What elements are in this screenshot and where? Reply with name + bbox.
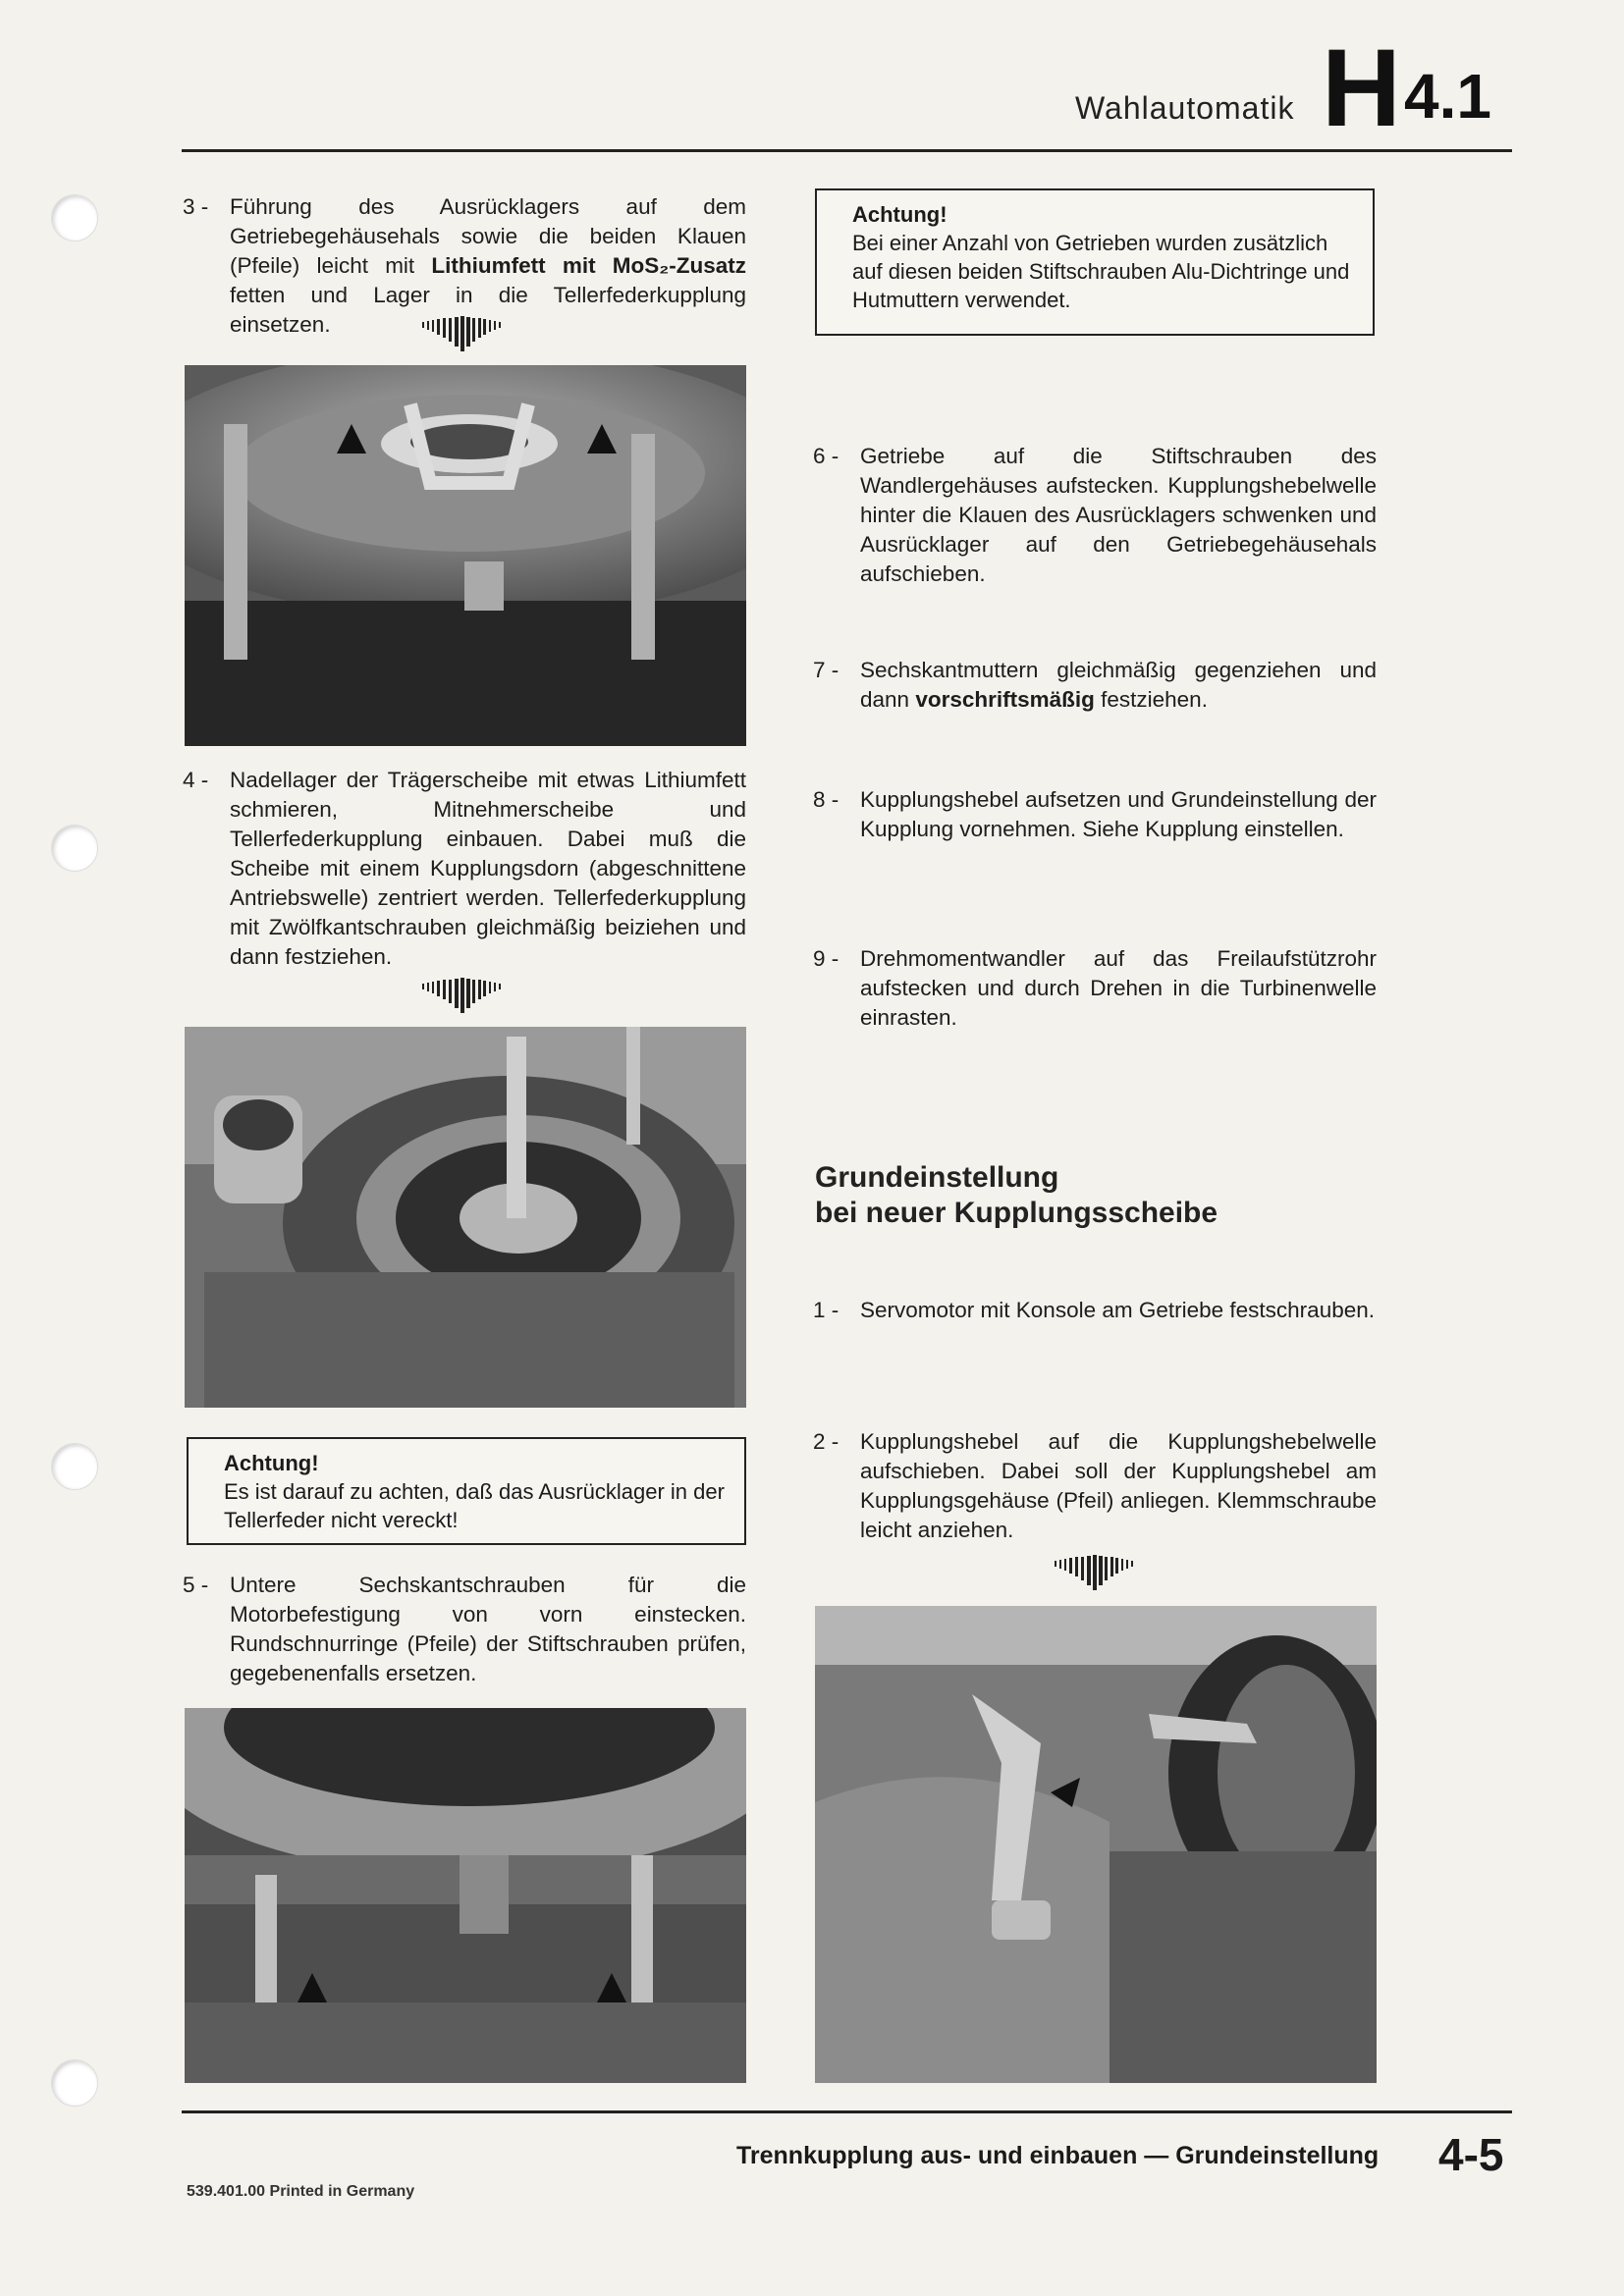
photo-clutch-assembly bbox=[185, 1027, 746, 1408]
step-number: 7 - bbox=[813, 658, 839, 682]
step-text: Drehmomentwandler auf das Freilaufstützrohr aufstecken und durch Drehen in die Turbinenwelle einrasten. bbox=[860, 946, 1377, 1030]
punch-hole bbox=[51, 1443, 98, 1490]
header-rule bbox=[182, 149, 1512, 152]
note-text: Es ist darauf zu achten, daß das Ausrücklager in der Tellerfeder nicht vereckt! bbox=[224, 1479, 725, 1532]
step-text: Sechskantmuttern gleichmäßig gegenziehen und dann vorschriftsmäßig festziehen. bbox=[860, 658, 1377, 712]
step-text: Kupplungshebel auf die Kupplungshebelwelle aufschieben. Dabei soll der Kupplungshebel am Kupplungsgehäuse (Pfeil) anliegen. Klemmschraube leicht anziehen. bbox=[860, 1429, 1377, 1542]
footer-rule bbox=[182, 2110, 1512, 2113]
step-number: 1 - bbox=[813, 1298, 839, 1322]
step-number: 3 - bbox=[183, 194, 209, 219]
note-title: Achtung! bbox=[224, 1451, 319, 1475]
step-7 bbox=[813, 656, 1377, 720]
step-text: Nadellager der Trägerscheibe mit etwas Lithiumfett schmieren, Mitnehmerscheibe und Tellerfederkupplung einbauen. Dabei muß die Scheibe mit einem Kupplungsdorn (abgeschnittene Antriebswelle) zentriert werden. Tellerfederkupplung mit Zwölfkantschrauben gleichmäßig beiziehen und dann festziehen. bbox=[230, 768, 746, 969]
step-text: Kupplungshebel aufsetzen und Grundeinstellung der Kupplung vornehmen. Siehe Kupplung einstellen. bbox=[860, 787, 1377, 841]
step-number: 2 - bbox=[813, 1429, 839, 1454]
photo-clutch-release-bearing bbox=[185, 365, 746, 746]
step-9 bbox=[813, 944, 1377, 1038]
photo-stud-bolts bbox=[185, 1708, 746, 2083]
photo-servomotor-lever bbox=[815, 1606, 1377, 2083]
step-text: Untere Sechskantschrauben für die Motorbefestigung von vorn einstecken. Rundschnurringe (Pfeile) der Stiftschrauben prüfen, gegebenenfalls ersetzen. bbox=[230, 1573, 746, 1685]
down-arrow-icon bbox=[1045, 1555, 1143, 1592]
attention-note bbox=[815, 188, 1375, 336]
section-number: 4.1 bbox=[1404, 61, 1491, 132]
punch-hole bbox=[51, 825, 98, 872]
step-8 bbox=[813, 785, 1377, 879]
step-text: Führung des Ausrücklagers auf dem Getriebegehäusehals sowie die beiden Klauen (Pfeile) leicht mit Lithiumfett mit MoS₂-Zusatz fetten und Lager in die Tellerfederkupplung einsetzen. bbox=[230, 194, 747, 337]
step-g2 bbox=[813, 1427, 1377, 1550]
header-subtitle: Wahlautomatik bbox=[1075, 90, 1295, 126]
print-note: 539.401.00 Printed in Germany bbox=[187, 2183, 415, 2200]
step-number: 8 - bbox=[813, 787, 839, 812]
step-text: Getriebe auf die Stiftschrauben des Wandlergehäuses aufstecken. Kupplungshebelwelle hinter die Klauen des Ausrücklagers schwenken und Ausrücklager auf den Getriebegehäusehals aufschieben. bbox=[860, 444, 1377, 586]
step-4 bbox=[183, 766, 746, 972]
step-number: 5 - bbox=[183, 1573, 209, 1597]
step-number: 4 - bbox=[183, 768, 209, 792]
down-arrow-icon bbox=[412, 978, 511, 1015]
punch-hole bbox=[51, 2059, 98, 2107]
down-arrow-icon bbox=[412, 316, 511, 353]
section-heading: Grundeinstellung bei neuer Kupplungsscheibe bbox=[815, 1161, 1218, 1229]
punch-hole bbox=[51, 194, 98, 241]
footer-title: Trennkupplung aus- und einbauen — Grundeinstellung bbox=[736, 2142, 1380, 2169]
page-number: 4-5 bbox=[1438, 2129, 1504, 2180]
step-number: 6 - bbox=[813, 444, 839, 468]
step-number: 9 - bbox=[813, 946, 839, 971]
step-6 bbox=[813, 442, 1377, 594]
step-g1 bbox=[813, 1296, 1377, 1360]
attention-note bbox=[187, 1437, 746, 1545]
note-text: Bei einer Anzahl von Getrieben wurden zusätzlich auf diesen beiden Stiftschrauben Alu-Dichtringe und Hutmuttern verwendet. bbox=[852, 231, 1350, 312]
step-text: Servomotor mit Konsole am Getriebe festschrauben. bbox=[860, 1298, 1375, 1322]
step-5 bbox=[183, 1571, 746, 1693]
section-letter: H bbox=[1322, 27, 1401, 149]
note-title: Achtung! bbox=[852, 202, 947, 227]
